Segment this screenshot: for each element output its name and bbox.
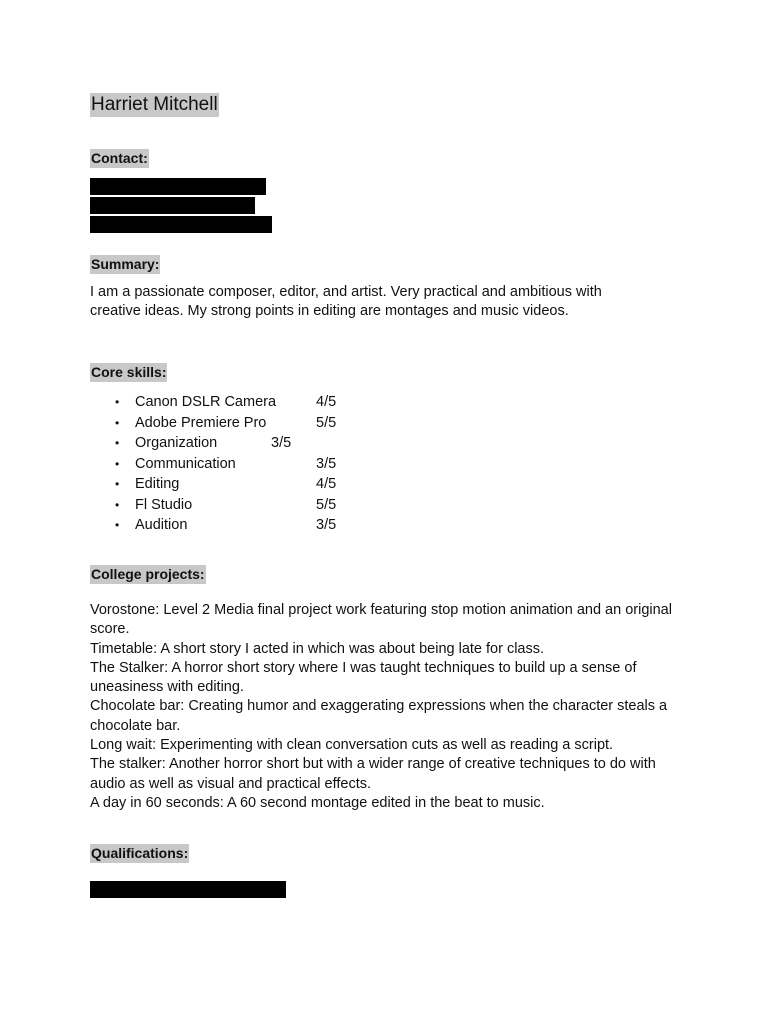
- skill-name: Canon DSLR Camera: [135, 394, 277, 410]
- bullet-icon: •: [115, 518, 120, 532]
- skill-item: [115, 433, 375, 454]
- project-item: Vorostone: Level 2 Media final project work featuring stop motion animation and an original score.: [90, 602, 672, 638]
- skill-name: Editing: [135, 476, 180, 492]
- skill-name: Audition: [135, 517, 188, 533]
- skill-item: [115, 474, 375, 495]
- contact-heading: Contact:: [91, 150, 148, 166]
- bullet-icon: •: [115, 436, 120, 450]
- projects-heading: College projects:: [91, 566, 205, 582]
- bullet-icon: •: [115, 415, 120, 430]
- skill-name: Communication: [135, 455, 236, 472]
- skill-rating: 4/5: [316, 476, 337, 492]
- redacted-contact-line-1: [90, 178, 266, 195]
- project-item: A day in 60 seconds: A 60 second montage edited in the beat to music.: [90, 794, 545, 811]
- project-item: Long wait: Experimenting with clean conversation cuts as well as reading a script.: [90, 737, 614, 754]
- skill-name: Fl Studio: [135, 496, 193, 513]
- skill-name: Adobe Premiere Pro: [135, 414, 267, 431]
- skill-rating: 5/5: [316, 414, 337, 431]
- bullet-icon: •: [115, 456, 120, 471]
- project-item: The Stalker: A horror short story where I was taught techniques to build up a sense of uneasiness with editing.: [90, 659, 637, 696]
- project-item: The stalker: Another horror short but with a wider range of creative techniques to do with audio as well as visual and practical effects.: [90, 756, 656, 792]
- skill-name: Organization: [135, 435, 218, 451]
- summary-text: I am a passionate composer, editor, and artist. Very practical and ambitious with creative ideas. My strong points in editing are montages and music videos.: [90, 284, 602, 320]
- skill-rating: 4/5: [316, 394, 337, 410]
- redacted-contact-line-3: [90, 216, 272, 233]
- skill-item: [115, 515, 375, 536]
- redacted-contact-line-2: [90, 197, 255, 214]
- skills-heading: Core skills:: [91, 364, 167, 380]
- skill-rating: 3/5: [316, 455, 337, 472]
- skill-item: [115, 454, 375, 475]
- skill-rating: 5/5: [316, 496, 337, 513]
- qualifications-heading: Qualifications:: [91, 845, 189, 861]
- skill-item: [115, 392, 375, 413]
- bullet-icon: •: [115, 497, 120, 512]
- candidate-name: Harriet Mitchell: [91, 94, 218, 115]
- redacted-qualification: [90, 881, 286, 898]
- skill-rating: 3/5: [316, 517, 337, 533]
- summary-heading: Summary:: [91, 256, 160, 272]
- skill-item: [115, 413, 375, 434]
- bullet-icon: •: [115, 395, 120, 409]
- project-item: Timetable: A short story I acted in which was about being late for class.: [90, 640, 545, 657]
- projects-list: [90, 601, 690, 813]
- skills-list: [115, 392, 375, 536]
- bullet-icon: •: [115, 477, 120, 491]
- skill-item: [115, 495, 375, 516]
- skill-rating: 3/5: [271, 435, 292, 451]
- project-item: Chocolate bar: Creating humor and exaggerating expressions when the character steals a chocolate bar.: [90, 698, 668, 734]
